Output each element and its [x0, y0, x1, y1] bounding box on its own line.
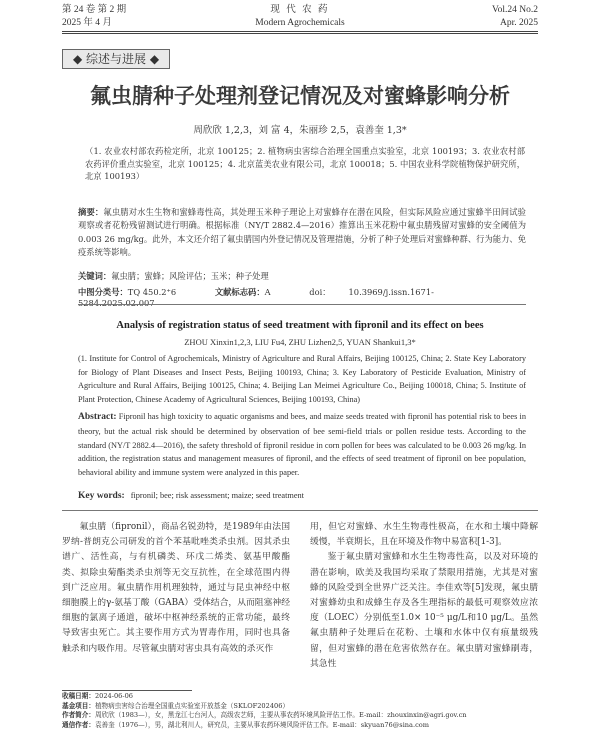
body-column-right [310, 520, 538, 672]
divider [62, 510, 538, 511]
corresponding-text: 袁善奎（1976—），男，湖北利川人，研究员，主要从事农药环境风险评估工作。E-mail：skyuan76@sina.com [94, 720, 429, 729]
abstract-text: 氟虫腈对水生生物和蜜蜂毒性高，其处理玉米种子理论上对蜜蜂存在潜在风险，但实际风险应通过蜜蜂半田间试验观察或者花粉残留测试进行明确。根据标准（NY/T 2882.4—2016）推算出玉米花粉中氟虫腈残留对蜜蜂的安全阈值为0.003 26 mg/kg。此外，本文还介绍了氟虫腈国内外登记情况及管理措施，分析了种子处理后对蜜蜂种群、行为能力、免疫系统等影响。 [78, 207, 526, 258]
body-paragraph: 氟虫腈（fipronil），商品名锐劲特，是1989年由法国罗纳-普朗克公司研发的首个苯基吡唑类杀虫剂。因其杀虫谱广、活性高，与有机磷类、环戊二烯类、氨基甲酸酯类、拟除虫菊酯类杀虫剂等无交互抗性，在全球范围内得到广泛应用。氟虫腈作用机理独特，通过与昆虫神经中枢细胞膜上的γ-氨基丁酸（GABA）受体结合，从而阻塞神经细胞的氯离子通道，破坏中枢神经系统的正常功能，最终导致害虫死亡。其主要作用方式为胃毒作用，同时也具备触杀和内吸作用。尽管氟虫腈对害虫具有高效的杀灭作 [62, 522, 290, 654]
doi-value[interactable]: 10.3969/j.issn.1671-5284.2025.02.007 [78, 287, 434, 308]
received-label: 收稿日期： [62, 692, 95, 700]
header-rule [62, 31, 538, 32]
fund-label: 基金项目： [62, 701, 95, 710]
section-tag: ◆ 综述与进展 ◆ [62, 49, 170, 69]
footnote-fund [62, 702, 538, 712]
english-abstract [78, 410, 526, 480]
footnote-author [62, 711, 538, 721]
received-date: 2024-06-06 [94, 692, 133, 700]
doc-code-label: 文献标志码： [214, 287, 265, 297]
footnote-corresponding [62, 721, 538, 731]
body-paragraph: 鉴于氟虫腈对蜜蜂和水生生物毒性高，以及对环境的潜在影响，欧美及我国均采取了禁限用措施，尤其是对蜜蜂的风险受到全世界广泛关注。李佳欢等[5]发现，氟虫腈对蜜蜂幼虫和成蜂生存及各生理指标的最低可观察效应浓度（LOEC）分别低至1.0× 10⁻⁵ μg/L和10 μg/L。虽然氟虫腈种子处理后在花粉、土壤和水体中仅有痕量级残留，但对蜜蜂的潜在危害依然存在。氟虫腈对蜜蜂刷毒，其急性 [310, 552, 538, 669]
abstract-label: 摘要： [78, 207, 104, 217]
english-keywords-text: fipronil; bee; risk assessment; maize; seed treatment [130, 491, 304, 500]
body-paragraph: 用，但它对蜜蜂、水生生物毒性极高，在水和土壤中降解缓慢，半衰期长，且在环境及作物中易富积[1-3]。 [310, 522, 538, 548]
divider [78, 304, 526, 305]
author-list: 周欣欣 1,2,3，刘 富 4，朱丽珍 2,5，袁善奎 1,3* [193, 125, 407, 136]
clc-value: TQ 450.2⁺6 [127, 287, 177, 297]
fund-text: 植物病虫害综合治理全国重点实验室开放基金（SKLOF202406） [94, 701, 290, 710]
header-volume-info-en [492, 4, 538, 30]
header-journal [62, 4, 538, 30]
header-rule-thin [62, 33, 538, 34]
chinese-keywords [78, 270, 526, 282]
footnote-rule [62, 690, 192, 691]
header-date-en: Apr. 2025 [500, 18, 538, 28]
body-column-left [62, 520, 290, 657]
english-affiliations: (1. Institute for Control of Agrochemicals, Ministry of Agriculture and Rural Affairs, Beijing 100125, China; 2. State Key Laboratory for Biology of Plant Diseases and Insect Pests, Beijing 100193, China; 3. Key Laboratory of Pesticide Evaluation, Ministry of Agriculture and Rural Affairs, Beijing 100125, China; 4. Beijing Lan Meimei Agriculture Co., Beijing 100018, China; 5. Institute of Plant Protection, Chinese Academy of Agricultural Sciences, Beijing 100193, China) [78, 354, 526, 404]
header-volume-issue: 第 24 卷 第 2 期 [62, 5, 127, 15]
corresponding-label: 通信作者： [62, 720, 95, 729]
clc-label: 中图分类号： [78, 287, 128, 297]
english-abstract-label: Abstract: [78, 412, 117, 422]
doc-code-value: A [264, 287, 271, 297]
footnotes [62, 692, 538, 730]
english-abstract-text: Fipronil has high toxicity to aquatic organisms and bees, and maize seeds treated with fipronil has potential risk to bees in theory, but the actual risk should be determined by observation of bee semi-field trials or pollen residue tests. According to the standard (NY/T 2882.4—2016), the safety threshold of fipronil residue in corn pollen for bees was calculated to be 0.003 26 mg/kg. In addition, the registration status and management measures of fipronil, and the effects of seed treatment of fipronil on bee population, behavioral ability and immune system were analyzed in this paper. [78, 412, 526, 478]
keywords-text: 氟虫腈；蜜蜂；风险评估；玉米；种子处理 [111, 271, 269, 281]
author-bio-text: 周欣欣（1983—），女，黑龙江七台河人，高级农艺师，主要从事农药环境风险评估工作。E-mail：zhouxinxin@agri.gov.cn [94, 711, 467, 720]
footnote-received [62, 692, 538, 702]
author-bio-label: 作者简介： [62, 711, 95, 720]
running-header [62, 4, 538, 32]
english-keywords [78, 491, 526, 501]
english-keywords-label: Key words: [78, 491, 125, 501]
header-vol-no: Vol.24 No.2 [491, 5, 538, 15]
article-title: 氟虫腈种子处理剂登记情况及对蜜蜂影响分析 [90, 84, 510, 108]
header-journal-en: Modern Agrochemicals [255, 18, 345, 28]
chinese-abstract [78, 206, 526, 260]
header-date: 2025 年 4 月 [62, 18, 112, 28]
keywords-label: 关键词： [78, 271, 112, 281]
english-title: Analysis of registration status of seed treatment with fipronil and its effect on bees [116, 320, 484, 331]
doi-label: doi： [309, 287, 331, 297]
header-journal-cn: 现 代 农 药 [270, 5, 330, 15]
affiliations: （1. 农业农村部农药检定所，北京 100125；2. 植物病虫害综合治理全国重点实验室，北京 100193；3. 农业农村部农药评价重点实验室，北京 100125；4. 北京蓝美农业有限公司，北京 100018；5. 中国农业科学院植物保护研究所，北京 100193） [85, 146, 525, 181]
english-authors: ZHOU Xinxin1,2,3, LIU Fu4, ZHU Lizhen2,5, YUAN Shankui1,3* [184, 337, 416, 347]
